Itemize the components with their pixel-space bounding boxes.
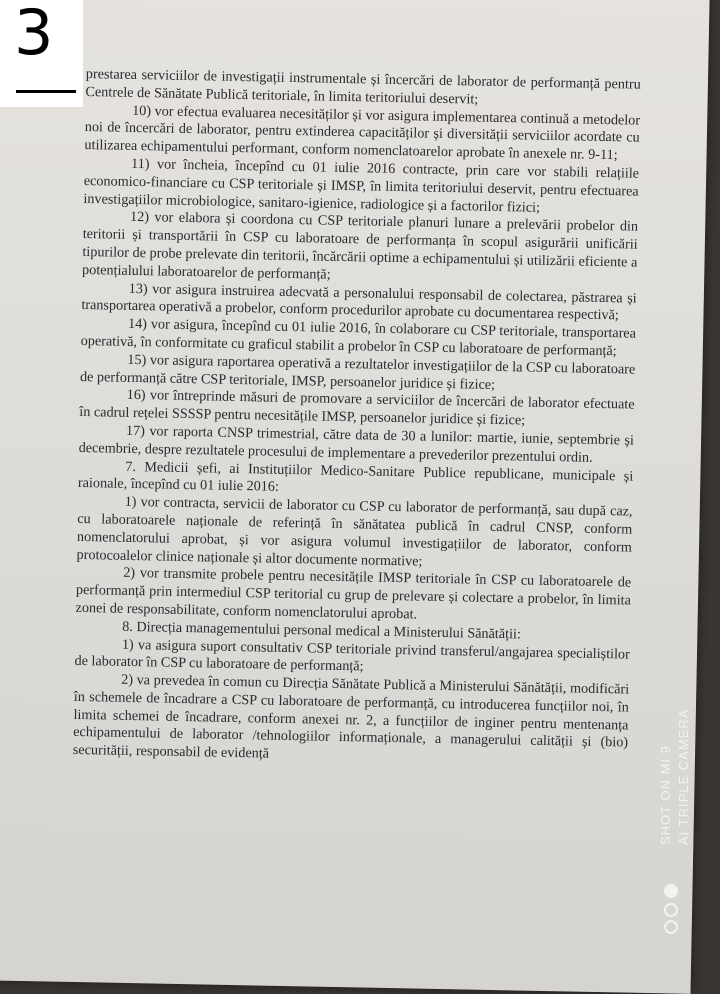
paragraph: 2) vor transmite probele pentru necesitățile IMSP teritoriale în CSP cu laboratoarele de performanță prin intermediul CSP teritorial cu grup de prelevare și colectare a probelor, în limita zonei de responsabilitate, conform nomenclatorului aprobat. [75,565,632,623]
watermark-dot-filled-icon [664,884,678,898]
watermark-line-1: SHOT ON MI 9 [658,745,673,845]
paragraph: prestarea serviciilor de investigații instrumentale și încercări de laborator de performanță pentru Centrele de Sănătate Publică teritoriale, în limita teritoriului deservit; [85,66,641,108]
page-number-text: 3 [14,0,54,69]
paragraph: 11) vor încheia, începînd cu 01 iulie 2016 contracte, prin care vor stabili relațiile economico-financiare cu CSP teritoriale și IMSP, în limita teritoriului deservit, pentru efectuarea investigațiilor microbiologice, sanitaro-igienice, radiologice și a factorilor fizici; [83,155,640,216]
paragraph: 12) vor elabora și coordona cu CSP teritoriale planuri lunare a prelevării probelor din teritorii și transportării în CSP cu laboratoare de performanța în scopul asigurării unificării tipurilor de probe prelevate din teritorii, încărcării optime a echipamentului și utilizării eficiente a potențialului laboratoarelor de performanță; [81,209,639,283]
paragraph: 14) vor asigura, începînd cu 01 iulie 2016, în colaborare cu CSP teritoriale, transportarea operativă, în conformitate cu graficul stabilit a probelor în CSP cu laboratoare de performanță; [80,316,637,360]
watermark-dot-ring-icon [664,903,678,917]
page-number-underline [16,90,76,93]
watermark-line-2: AI TRIPLE CAMERA [676,708,691,845]
paragraph: 1) vor contracta, servicii de laborator cu CSP cu laborator de performanță, sau după caz, cu laboratoarele naționale de referință în sănătatea publică în cadrul CNSP, conform nomenclatorului aprobat, și vor asigura volumul investigațiilor de laborator, conform protocoalelor clinice naționale și altor documente normative; [76,493,633,570]
paragraph: 1) va asigura suport consultativ CSP teritoriale privind transferul/angajarea specialiștilor de laborator în CSP cu laboratoare de performanță; [74,636,630,675]
page-number-label [0,0,83,107]
paragraph: 2) va prevedea în comun cu Direcția Sănătate Publică a Ministerului Sănătății, modificări în schemele de încadrare a CSP cu laboratoare de performanță, cu introducerea funcțiilor noi, în limita schemei de încadrare, conform anexei nr. 2, a funcțiilor de inginer pentru mentenanța echipamentului de laborator /tehnologiilor informaționale, a managerului calității și (bio) securității, responsabil de evidență [72,671,630,762]
document-body [73,66,641,771]
paragraph: 17) vor raporta CNSP trimestrial, către data de 30 a lunilor: martie, iunie, septembrie și decembrie, despre rezultatele procesului de implementare a prevederilor prezentului ordin. [78,422,635,466]
paragraph: 10) vor efectua evaluarea necesităților și vor asigura implementarea continuă a metodelor noi de încercări de laborator, pentru extinderea capacităților și diversității serviciilor acordate cu utilizarea echipamentului performant, conform nomenclatoarelor aprobate în anexele nr. 9-11; [84,102,641,164]
paragraph: 8. Direcția managementului personal medical a Ministerului Sănătății: [122,618,522,643]
paragraph: 7. Medicii șefi, ai Instituțiilor Medico-Sanitare Publice republicane, municipale și raionale, începînd cu 01 iulie 2016: [77,458,634,496]
paragraph: 13) vor asigura instruirea adecvată a personalului responsabil de colectarea, păstrarea și transportarea operativă a probelor, conform procedurilor aprobate cu documentarea respectivă; [81,280,637,324]
watermark-dot-ring-icon [664,920,678,934]
paragraph: 16) vor întreprinde măsuri de promovare a serviciilor de încercări de laborator efectuate în cadrul rețelei SSSSP pentru necesitățile IMSP, persoanelor juridice și fizice; [79,387,635,429]
paragraph: 15) vor asigura raportarea operativă a rezultatelor investigațiilor de la CSP cu laboratoare de performanță către CSP teritoriale, IMSP, persoanelor juridice și fizice; [79,351,636,393]
